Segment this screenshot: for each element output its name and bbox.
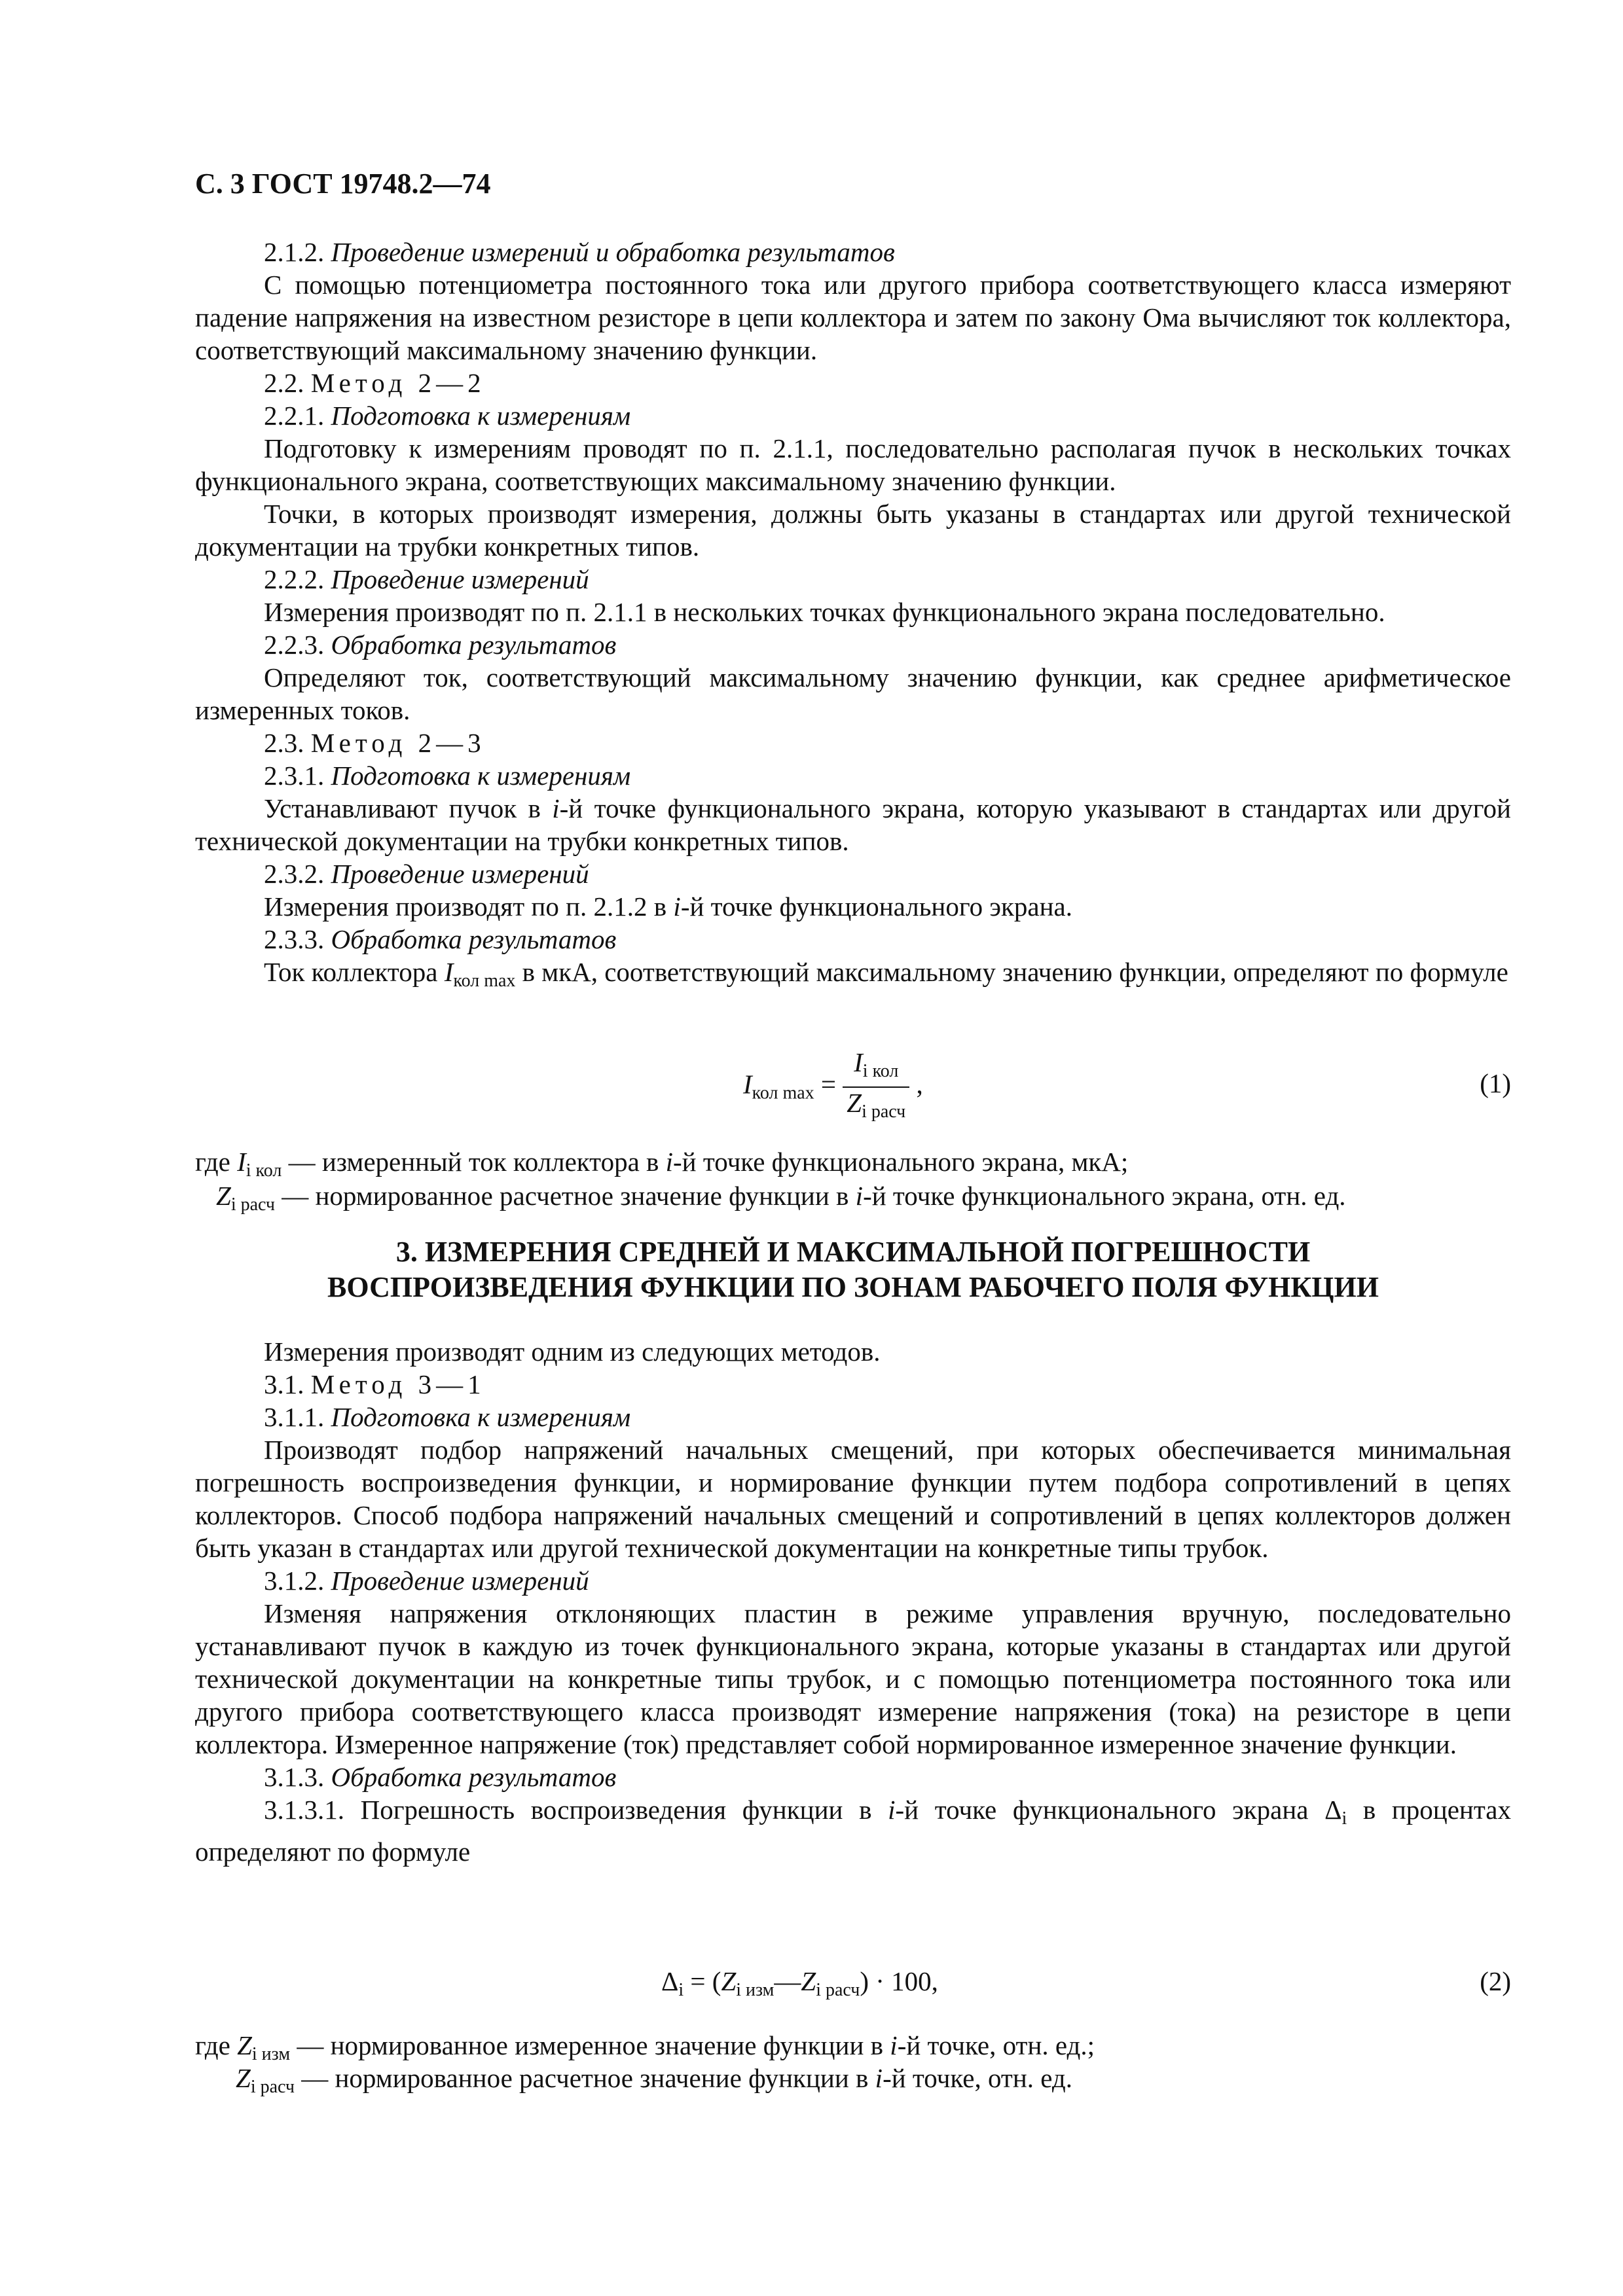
math-symbol: Δ (1324, 1795, 1342, 1825)
heading-title: Проведение измерений (331, 1566, 589, 1596)
text-run: -й точке функционального экрана, которую указывают в стандартах или другой технической документации на трубки конкретных типов. (195, 793, 1511, 856)
math-subscript: i расч (816, 1980, 860, 2000)
page-header: С. 3 ГОСТ 19748.2—74 (195, 168, 491, 200)
math-operator: = ( (684, 1966, 721, 1996)
paragraph-2-2-2: Измерения производят по п. 2.1.1 в нескольких точках функционального экрана последовательно. (264, 597, 1385, 627)
text-run: -й точке, отн. ед. (883, 2063, 1073, 2093)
math-symbol: i (665, 1147, 674, 1177)
fraction-numerator (843, 1047, 909, 1088)
math-subscript: i кол (862, 1061, 899, 1081)
math-symbol: i (890, 2030, 898, 2060)
math-operator: — (774, 1966, 801, 1996)
math-operator: , (909, 1069, 923, 1100)
heading-title: Проведение измерений и обработка результатов (331, 237, 895, 267)
math-subscript: i кол (246, 1160, 282, 1181)
subsection-heading-3-1-2 (195, 1564, 1511, 1597)
heading-number: 3.1.1. (264, 1402, 325, 1432)
heading-number: 2.3.1. (264, 761, 325, 791)
heading-title: Обработка результатов (331, 630, 617, 660)
paragraph-3: Измерения производят одним из следующих методов. (264, 1336, 881, 1367)
math-subscript: i изм (736, 1980, 775, 2000)
fraction-denominator (843, 1088, 909, 1127)
heading-number: 3.1.3. (264, 1762, 325, 1792)
paragraph-2-3-1 (195, 792, 1511, 857)
math-subscript: i расч (250, 2077, 295, 2097)
paragraph-3-1-3-1 (195, 1793, 1511, 1868)
section-title-line: 3. ИЗМЕРЕНИЯ СРЕДНЕЙ И МАКСИМАЛЬНОЙ ПОГРЕШНОСТИ (395, 1236, 1311, 1268)
heading-number: 2.2.3. (264, 630, 325, 660)
text-run: Ток коллектора (264, 957, 445, 987)
heading-number: 2.3. (264, 728, 304, 758)
math-symbol: i (875, 2063, 883, 2093)
heading-title: Подготовка к измерениям (331, 1402, 631, 1432)
math-symbol: I (743, 1069, 752, 1100)
formula-1 (743, 1047, 923, 1127)
text-run: -й точке функционального экрана (895, 1795, 1325, 1825)
math-subscript: i (1341, 1808, 1347, 1829)
math-symbol: i (855, 1181, 864, 1211)
paragraph-3-1-2: Изменяя напряжения отклоняющих пластин в режиме управления вручную, последовательно устанавливают пучок в каждую из точек функционального экрана, которые указаны в стандартах или другой технической документации на конкретные типы трубок, и с помощью потенциометра постоянного тока или другого прибора соответствующего класса производят измерение напряжения (тока) на резисторе в цепи коллектора. Измеренное напряжение (ток) представляет собой нормированное измеренное значение функции. (195, 1598, 1511, 1759)
subsection-heading-2-2-3 (195, 628, 1511, 661)
text-run: -й точке функционального экрана. (680, 891, 1072, 922)
section-2-text (195, 236, 1511, 997)
fraction (843, 1047, 909, 1127)
subsection-heading-2-3-2 (195, 857, 1511, 890)
math-symbol: I (444, 957, 454, 987)
heading-title: Метод 2—3 (310, 728, 486, 758)
text-run: -й точке функционального экрана, отн. ед. (863, 1181, 1346, 1211)
text-run: -й точке, отн. ед.; (897, 2030, 1095, 2060)
heading-number: 2.2.2. (264, 564, 325, 594)
math-symbol: Z (847, 1088, 862, 1118)
text-run: в мкА, соответствующий максимальному значению функции, определяют по формуле (515, 957, 1508, 987)
paragraph-2-3-2 (195, 890, 1511, 923)
section-title-line: ВОСПРОИЗВЕДЕНИЯ ФУНКЦИИ ПО ЗОНАМ РАБОЧЕГО ПОЛЯ ФУНКЦИИ (327, 1271, 1379, 1303)
math-symbol: Z (721, 1966, 737, 1996)
paragraph-2-3-3 (195, 956, 1511, 997)
text-run: — нормированное расчетное значение функции в (274, 1181, 856, 1211)
text-run: где (195, 2030, 238, 2060)
text-run: — нормированное расчетное значение функции в (294, 2063, 875, 2093)
paragraph-2-2-3: Определяют ток, соответствующий максимальному значению функции, как среднее арифметическое измеренных токов. (195, 662, 1511, 725)
text-run: — измеренный ток коллектора в (282, 1147, 666, 1177)
subsection-heading-2-2-2 (195, 563, 1511, 596)
subsection-heading-2-3-3 (195, 923, 1511, 956)
paragraph-2-2-1-a: Подготовку к измерениям проводят по п. 2.1.1, последовательно располагая пучок в нескольких точках функционального экрана, соответствующих максимальному значению функции. (195, 433, 1511, 496)
math-symbol: I (854, 1047, 863, 1077)
heading-number: 3.1. (264, 1369, 304, 1399)
math-symbol: Z (236, 2063, 251, 2093)
math-symbol: Z (801, 1966, 816, 1996)
heading-title: Проведение измерений (331, 564, 589, 594)
text-run: 3.1.3.1. Погрешность воспроизведения функции в (264, 1795, 888, 1825)
heading-title: Метод 2—2 (310, 368, 486, 398)
formula-2-number: (2) (1480, 1966, 1511, 1996)
legend-row (216, 1179, 1558, 1221)
heading-title: Проведение измерений (331, 859, 589, 889)
paragraph-2-1-2: С помощью потенциометра постоянного тока или другого прибора соответствующего класса измеряют падение напряжения на известном резисторе в цепи коллектора и затем по закону Ома вычисляют ток коллектора, соответствующий максимальному значению функции. (195, 270, 1511, 365)
math-subscript: i расч (862, 1102, 906, 1122)
section-3-title (195, 1234, 1511, 1305)
heading-number: 2.2.1. (264, 401, 325, 431)
heading-title: Подготовка к измерениям (331, 401, 631, 431)
heading-number: 2.3.3. (264, 924, 325, 954)
math-symbol: i (673, 891, 681, 922)
text-run: Устанавливают пучок в (264, 793, 553, 823)
subsection-heading-3-1-1 (195, 1401, 1511, 1433)
math-subscript: i (678, 1980, 684, 2000)
method-heading-3-1 (195, 1368, 1511, 1401)
subsection-heading-3-1-3 (195, 1761, 1511, 1793)
math-symbol: Z (216, 1181, 231, 1211)
heading-number: 3.1.2. (264, 1566, 325, 1596)
subsection-heading-2-1-2 (195, 236, 1511, 268)
math-subscript: i расч (230, 1194, 275, 1215)
formula-1-number: (1) (1480, 1068, 1511, 1098)
heading-title: Обработка результатов (331, 924, 617, 954)
legend-row (236, 2062, 1578, 2104)
math-subscript: кол max (752, 1083, 814, 1103)
subsection-heading-2-3-1 (195, 759, 1511, 792)
heading-number: 2.2. (264, 368, 304, 398)
heading-number: 2.1.2. (264, 237, 325, 267)
heading-number: 2.3.2. (264, 859, 325, 889)
math-subscript: кол max (453, 971, 516, 991)
text-run: Измерения производят по п. 2.1.2 в (264, 891, 674, 922)
math-operator: = (814, 1069, 843, 1100)
subsection-heading-2-2-1 (195, 399, 1511, 432)
paragraph-3-1-1: Производят подбор напряжений начальных смещений, при которых обеспечивается минимальная погрешность воспроизведения функции, и нормирование функции путем подбора сопротивлений в цепях коллекторов. Способ подбора напряжений начальных смещений и сопротивлений в цепях коллекторов должен быть указан в стандартах или другой технической документации на конкретные типы трубок. (195, 1435, 1511, 1563)
text-run: где (195, 1147, 238, 1177)
text-run: -й точке функционального экрана, мкА; (673, 1147, 1129, 1177)
math-symbol: i (888, 1795, 896, 1825)
text-run: — нормированное измеренное значение функции в (290, 2030, 890, 2060)
math-subscript: i изм (251, 2044, 291, 2064)
section-3-text (195, 1335, 1511, 1868)
heading-title: Обработка результатов (331, 1762, 617, 1792)
formula-2 (661, 1965, 938, 2007)
math-symbol: i (552, 793, 560, 823)
math-operator: ) · 100, (860, 1966, 938, 1996)
math-symbol: Z (237, 2030, 252, 2060)
heading-title: Подготовка к измерениям (331, 761, 631, 791)
method-heading-2-2 (195, 367, 1511, 399)
method-heading-2-3 (195, 726, 1511, 759)
paragraph-2-2-1-b: Точки, в которых производят измерения, должны быть указаны в стандартах или другой технической документации на трубки конкретных типов. (195, 499, 1511, 562)
math-symbol: I (237, 1147, 246, 1177)
math-symbol: Δ (661, 1966, 679, 1996)
text-run: в процентах определяют по формуле (195, 1795, 1511, 1867)
heading-title: Метод 3—1 (310, 1369, 486, 1399)
